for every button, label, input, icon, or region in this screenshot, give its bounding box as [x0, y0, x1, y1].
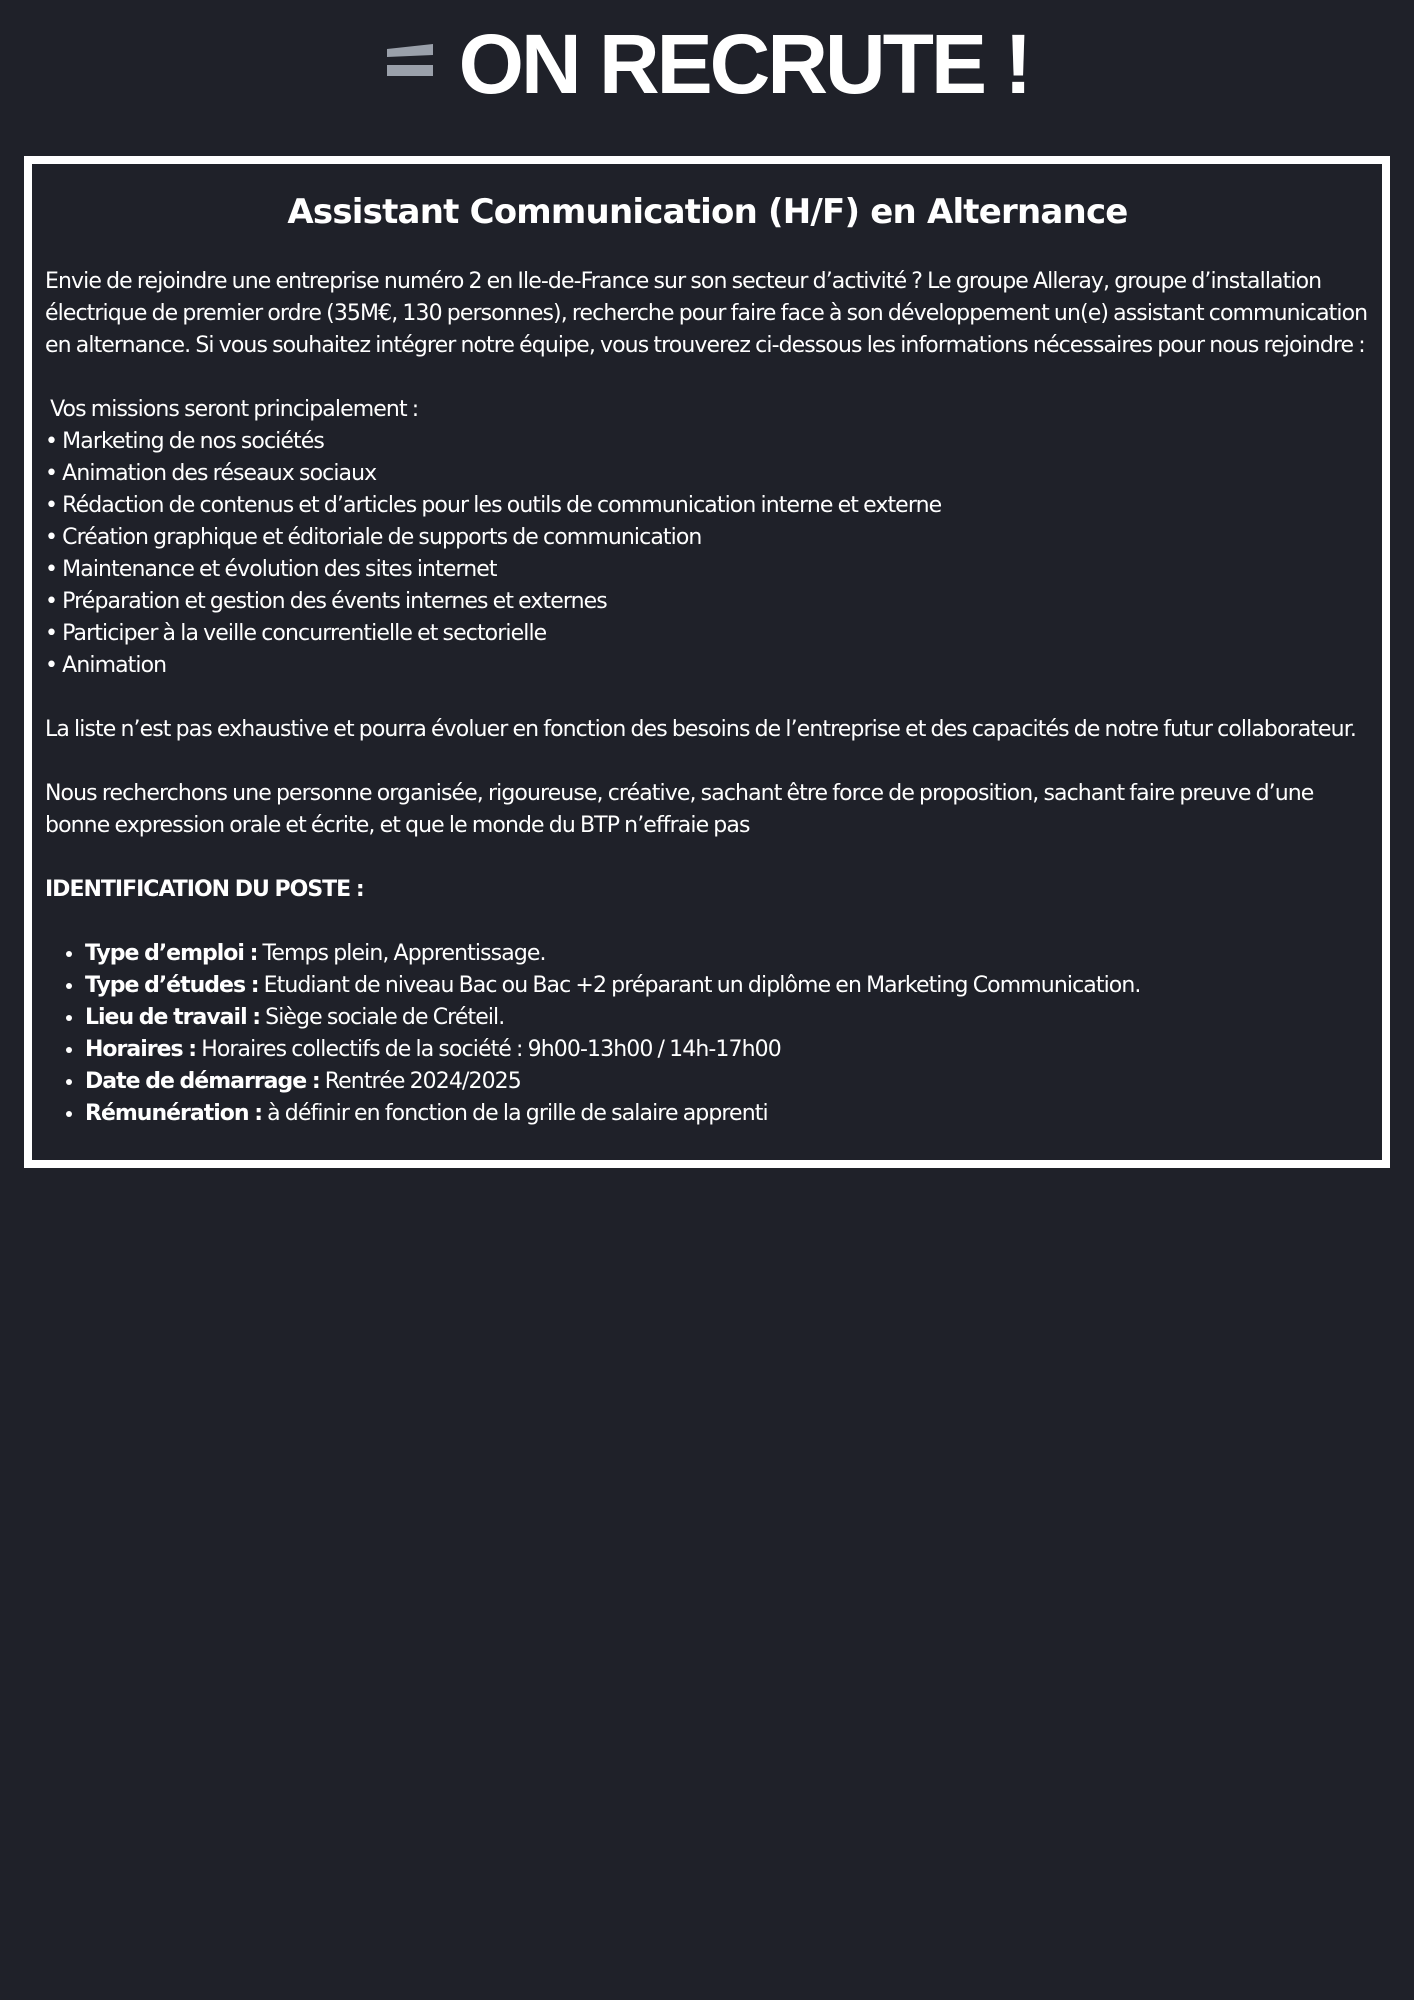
detail-value: Rentrée 2024/2025 [324, 1069, 521, 1094]
job-details-list [45, 938, 1370, 1130]
detail-workplace [85, 1002, 1370, 1034]
detail-study-type [85, 970, 1370, 1002]
missions-heading: Vos missions seront principalement : [45, 397, 419, 422]
detail-label: Lieu de travail : [85, 1005, 261, 1030]
identification-heading: IDENTIFICATION DU POSTE : [45, 877, 364, 902]
job-offer-card [24, 156, 1390, 1168]
detail-hours [85, 1034, 1370, 1066]
mission-item: • Maintenance et évolution des sites internet [45, 557, 497, 582]
intro-line: en alternance. Si vous souhaitez intégrer notre équipe, vous trouverez ci-dessous les informations nécessaires pour nous rejoindre : [45, 333, 1365, 358]
list-note: La liste n’est pas exhaustive et pourra évoluer en fonction des besoins de l’entreprise et des capacités de notre futur collaborateur. [45, 717, 1356, 742]
intro-line: électrique de premier ordre (35M€, 130 personnes), recherche pour faire face à son développement un(e) assistant communication [45, 301, 1368, 326]
mission-item: • Rédaction de contenus et d’articles pour les outils de communication interne et externe [45, 493, 942, 518]
profile-line: Nous recherchons une personne organisée, rigoureuse, créative, sachant être force de proposition, sachant faire preuve d’une [45, 781, 1314, 806]
detail-label: Horaires : [85, 1037, 197, 1062]
detail-value: Siège sociale de Créteil. [265, 1005, 505, 1030]
job-title: Assistant Communication (H/F) en Alternance [287, 192, 1128, 232]
mission-item: • Création graphique et éditoriale de supports de communication [45, 525, 702, 550]
detail-value: Etudiant de niveau Bac ou Bac +2 préparant un diplôme en Marketing Communication. [263, 973, 1141, 998]
stacked-bars-logo-icon [385, 41, 435, 81]
detail-label: Date de démarrage : [85, 1069, 320, 1094]
mission-item: • Animation des réseaux sociaux [45, 461, 377, 486]
profile-line: bonne expression orale et écrite, et que le monde du BTP n’effraie pas [45, 813, 750, 838]
detail-salary [85, 1098, 1370, 1130]
intro-line: Envie de rejoindre une entreprise numéro 2 en Ile-de-France sur son secteur d’activité ? Le groupe Alleray, groupe d’installation [45, 269, 1322, 294]
detail-value: à définir en fonction de la grille de salaire apprenti [267, 1101, 768, 1126]
detail-label: Type d’emploi : [85, 941, 258, 966]
page-header [0, 14, 1414, 114]
detail-label: Type d’études : [85, 973, 259, 998]
mission-item: • Préparation et gestion des évents internes et externes [45, 589, 607, 614]
page-title: ON RECRUTE ! [458, 17, 1030, 111]
detail-value: Temps plein, Apprentissage. [262, 941, 546, 966]
detail-employment-type [85, 938, 1370, 970]
mission-item: • Marketing de nos sociétés [45, 429, 324, 454]
mission-item: • Participer à la veille concurrentielle et sectorielle [45, 621, 547, 646]
detail-label: Rémunération : [85, 1101, 263, 1126]
detail-value: Horaires collectifs de la société : 9h00-13h00 / 14h-17h00 [201, 1037, 781, 1062]
job-description [45, 266, 1370, 1130]
mission-item: • Animation [45, 653, 167, 678]
detail-start-date [85, 1066, 1370, 1098]
